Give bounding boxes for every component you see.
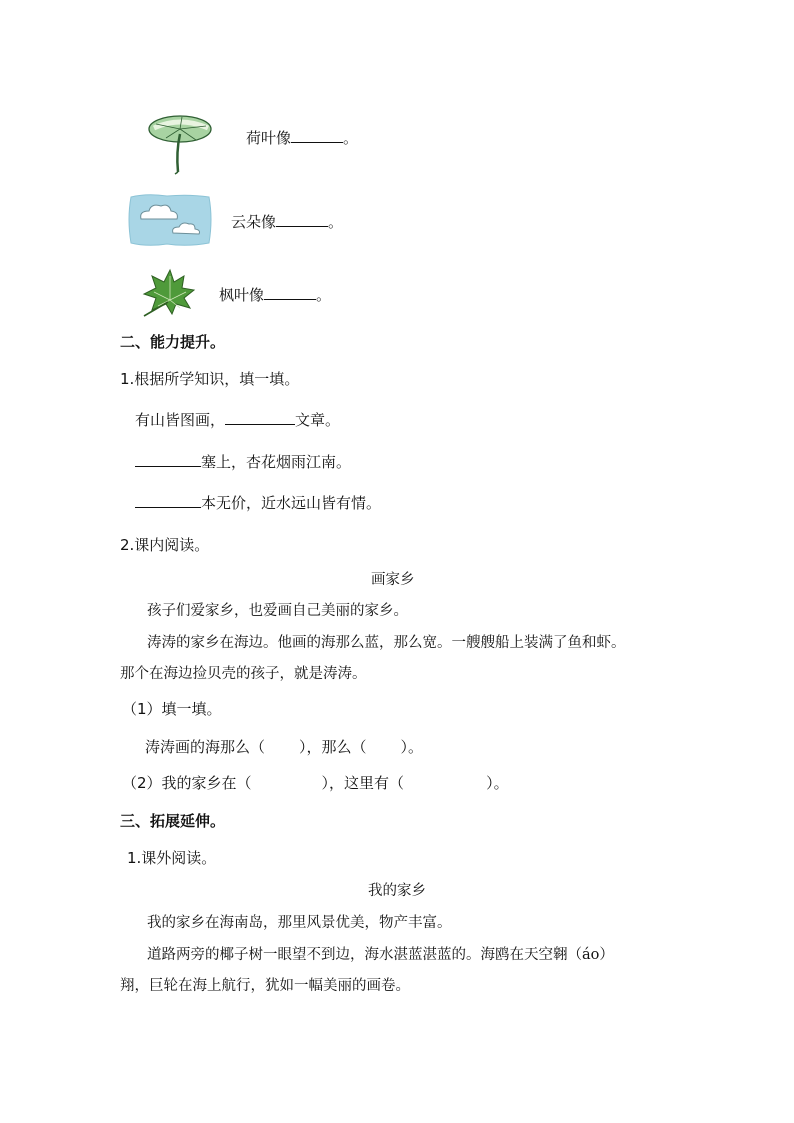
poem-line-2: 塞上，杏花烟雨江南。 bbox=[135, 452, 351, 472]
question-label: 2.课内阅读。 bbox=[120, 536, 210, 554]
cloud-answer-blank[interactable] bbox=[276, 212, 328, 227]
maple-answer-blank[interactable] bbox=[264, 285, 316, 300]
passage-paragraph: 涛涛的家乡在海边。他画的海那么蓝，那么宽。一艘艘船上装满了鱼和虾。 bbox=[147, 635, 626, 651]
lotus-answer-blank[interactable] bbox=[291, 128, 343, 143]
simile-cloud: 云朵像 。 bbox=[231, 213, 344, 231]
simile-maple-prompt: 枫叶像 bbox=[219, 286, 265, 304]
passage-title: 画家乡 bbox=[371, 572, 415, 588]
subquestion-label: （1）填一填。 bbox=[122, 700, 222, 718]
poem-blank-2[interactable] bbox=[135, 452, 201, 467]
lotus-leaf-icon bbox=[146, 112, 216, 178]
passage-paragraph: 道路两旁的椰子树一眼望不到边，海水湛蓝湛蓝的。海鸥在天空翱（áo） bbox=[147, 947, 614, 963]
simile-cloud-prompt: 云朵像 bbox=[231, 213, 277, 231]
poem-blank-3[interactable] bbox=[135, 493, 201, 508]
passage-paragraph-continued: 那个在海边捡贝壳的孩子，就是涛涛。 bbox=[120, 666, 367, 682]
simile-maple: 枫叶像 。 bbox=[219, 286, 332, 304]
simile-lotus-prompt: 荷叶像 bbox=[246, 129, 292, 147]
subquestion-2-fill: （2）我的家乡在（ ），这里有（ ）。 bbox=[122, 774, 509, 792]
question-label: 1.课外阅读。 bbox=[127, 849, 217, 867]
maple-leaf-icon bbox=[140, 268, 196, 320]
passage-title: 我的家乡 bbox=[368, 883, 426, 899]
passage-paragraph-continued: 翔，巨轮在海上航行，犹如一幅美丽的画卷。 bbox=[120, 978, 410, 994]
section-heading-2: 二、能力提升。 bbox=[120, 333, 226, 351]
clouds-icon bbox=[127, 193, 213, 247]
poem-line-1: 有山皆图画， 文章。 bbox=[135, 411, 341, 429]
poem-line-3: 本无价，近水远山皆有情。 bbox=[135, 493, 381, 513]
simile-lotus: 荷叶像 。 bbox=[246, 129, 359, 147]
poem-blank-1[interactable] bbox=[225, 410, 295, 425]
passage-paragraph: 孩子们爱家乡，也爱画自己美丽的家乡。 bbox=[147, 603, 408, 619]
question-label: 1.根据所学知识，填一填。 bbox=[120, 370, 300, 388]
passage-paragraph: 我的家乡在海南岛，那里风景优美，物产丰富。 bbox=[147, 915, 452, 931]
section-heading-3: 三、拓展延伸。 bbox=[120, 812, 226, 830]
subquestion-1-fill: 涛涛画的海那么（ ），那么（ ）。 bbox=[145, 738, 424, 756]
